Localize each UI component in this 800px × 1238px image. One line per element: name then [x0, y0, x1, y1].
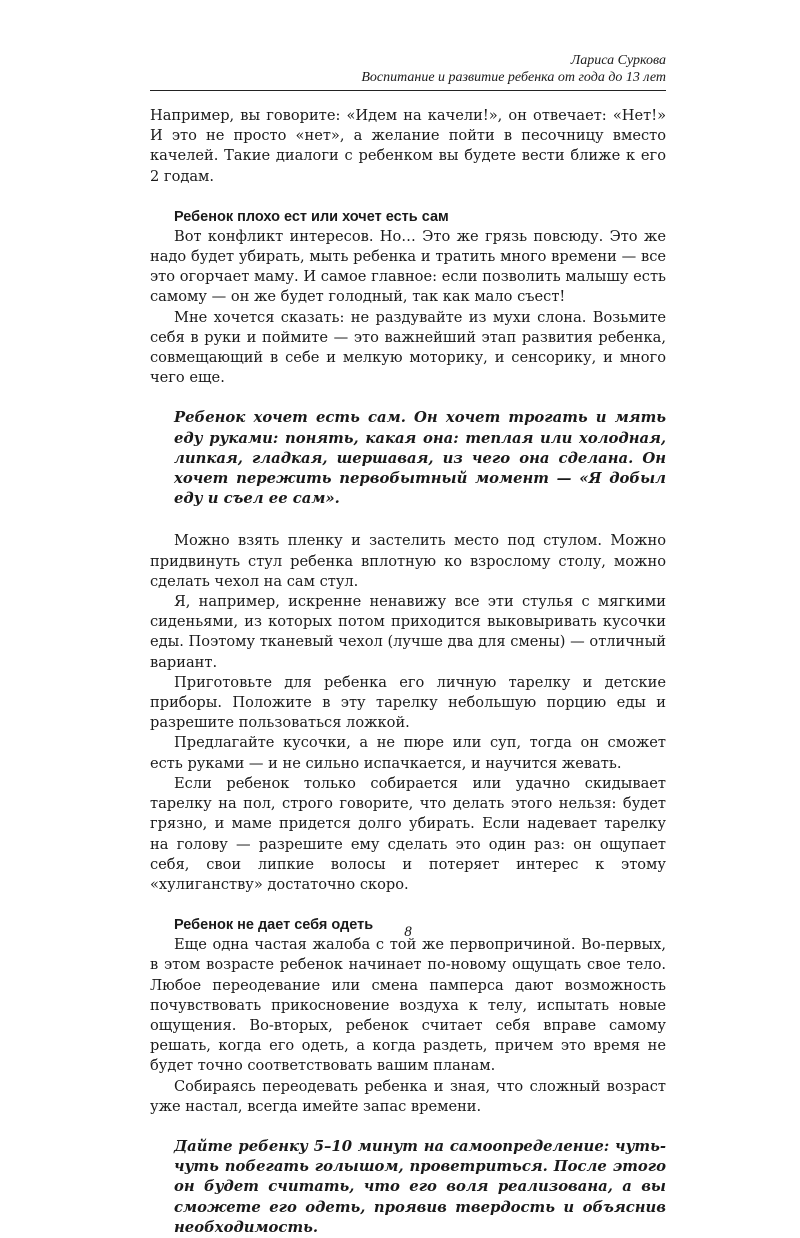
- section-heading-dressing: Ребенок не дает себя одеть: [174, 917, 374, 934]
- paragraph: Вот конфликт интересов. Но… Это же грязь повсюду. Это же надо будет убирать, мыть ребенка и тратить много времени — все это огорчает маму. И самое главное: если позволить малышу есть самому — он же будет голодный, так как мало съест!: [150, 227, 666, 306]
- paragraph: Если ребенок только собирается или удачно скидывает тарелку на пол, строго говорите, что делать этого нельзя: будет грязно, и маме придется долго убирать. Если надевает тарелку на голову — разрешите ему сделать это один раз: он ощупает себя, свои липкие волосы и потеряет интерес к этому «хулиганству» достаточно скоро.: [150, 774, 666, 893]
- paragraph: Мне хочется сказать: не раздувайте из мухи слона. Возьмите себя в руки и поймите — это важнейший этап развития ребенка, совмещающий в себе и мелкую моторику, и сенсорику, и много чего еще.: [150, 308, 666, 387]
- intro-paragraph: Например, вы говорите: «Идем на качели!», он отвечает: «Нет!» И это не просто «нет», а желание пойти в песочницу вместо качелей. Такие диалоги с ребенком вы будете вести ближе к его 2 годам.: [150, 107, 666, 185]
- page-body: [150, 106, 666, 1238]
- paragraph: Можно взять пленку и застелить место под стулом. Можно придвинуть стул ребенка вплотную ко взрослому столу, можно сделать чехол на сам стул.: [150, 532, 666, 590]
- highlight-quote: Ребенок хочет есть сам. Он хочет трогать и мять еду руками: понять, какая она: теплая или холодная, липкая, гладкая, шершавая, из чего она сделана. Он хочет пережить первобытный момент — «Я добыл еду и съел ее сам».: [174, 409, 666, 508]
- header-book-title: Воспитание и развитие ребенка от года до 13 лет: [361, 70, 666, 85]
- page-number: 8: [404, 924, 412, 940]
- paragraph: Собираясь переодевать ребенка и зная, что сложный возраст уже настал, всегда имейте запас времени.: [150, 1077, 666, 1115]
- highlight-quote: Дайте ребенку 5–10 минут на самоопределение: чуть-чуть побегать голышом, проветриться. После этого он будет считать, что его воля реализована, а вы сможете его одеть, проявив твердость и объяснив необходимость.: [174, 1137, 666, 1236]
- paragraph: Предлагайте кусочки, а не пюре или суп, тогда он сможет есть руками — и не сильно испачкается, и научится жевать.: [150, 734, 666, 772]
- paragraph: Приготовьте для ребенка его личную тарелку и детские приборы. Положите в эту тарелку небольшую порцию еды и разрешите пользоваться ложкой.: [150, 673, 666, 732]
- paragraph: Еще одна частая жалоба с той же первопричиной. Во-первых, в этом возрасте ребенок начинает по-новому ощущать свое тело. Любое переодевание или смена памперса дают возможность почувствовать прикосновение воздуха к телу, испытать новые ощущения. Во-вторых, ребенок считает себя вправе самому решать, когда его одеть, а когда раздеть, причем это время не будет точно соответствовать вашим планам.: [150, 936, 666, 1075]
- paragraph: Я, например, искренне ненавижу все эти стулья с мягкими сиденьями, из которых потом приходится выковыривать кусочки еды. Поэтому тканевый чехол (лучше два для смены) — отличный вариант.: [150, 593, 666, 671]
- running-header: [150, 52, 666, 86]
- header-author: Лариса Суркова: [570, 53, 666, 68]
- header-divider: [150, 90, 666, 91]
- section-heading-eating: Ребенок плохо ест или хочет есть сам: [174, 208, 449, 225]
